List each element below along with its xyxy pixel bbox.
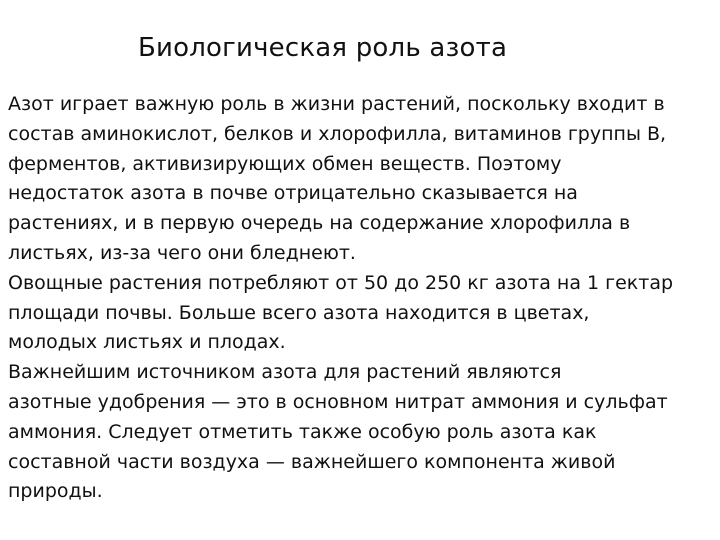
text-line: состав аминокислот, белков и хлорофилла, витаминов группы B, bbox=[8, 122, 667, 145]
body-text bbox=[8, 90, 714, 507]
text-line: площади почвы. Больше всего азота находится в цветах, bbox=[8, 301, 590, 324]
text-line: растениях, и в первую очередь на содержание хлорофилла в bbox=[8, 212, 631, 235]
text-line: Азот играет важную роль в жизни растений, поскольку входит в bbox=[8, 93, 665, 115]
text-line: недостаток азота в почве отрицательно сказывается на bbox=[8, 182, 578, 205]
text-line: Важнейшим источником азота для растений являются bbox=[8, 361, 562, 384]
text-line: ферментов, активизирующих обмен веществ. Поэтому bbox=[8, 152, 562, 175]
text-line: Овощные растения потребляют от 50 до 250 кг азота на 1 гектар bbox=[8, 271, 674, 294]
text-line: составной части воздуха — важнейшего компонента живой bbox=[8, 450, 616, 473]
text-line: молодых листьях и плодах. bbox=[8, 331, 286, 354]
text-line: азотные удобрения — это в основном нитрат аммония и сульфат bbox=[8, 390, 668, 413]
text-line: природы. bbox=[8, 480, 103, 503]
slide-title: Биологическая роль азота bbox=[138, 33, 508, 63]
text-line: аммония. Следует отметить также особую роль азота как bbox=[8, 420, 597, 443]
text-line: листьях, из-за чего они бледнеют. bbox=[8, 241, 356, 264]
